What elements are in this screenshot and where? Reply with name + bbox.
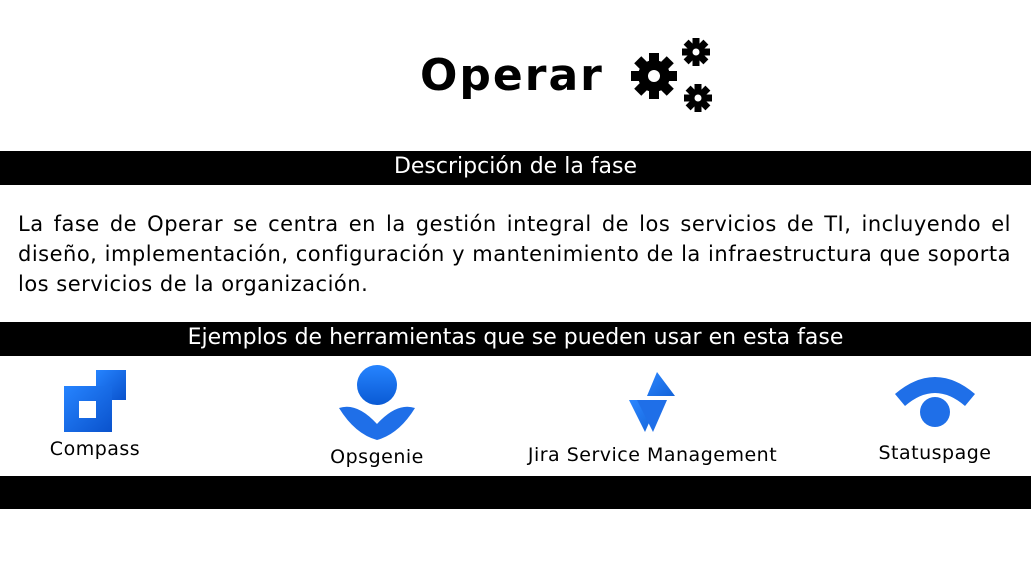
header [0, 36, 1031, 116]
tool-opsgenie [312, 364, 442, 468]
tool-statuspage [865, 372, 1005, 464]
jira-service-management-logo-icon [623, 370, 683, 434]
opsgenie-logo-icon [337, 364, 417, 440]
tool-jira-service-management [510, 370, 795, 466]
footer-band [0, 476, 1031, 509]
tool-label: Opsgenie [330, 446, 424, 468]
tools-section-heading: Ejemplos de herramientas que se pueden usar en esta fase [0, 322, 1031, 356]
compass-logo-icon [62, 368, 128, 434]
tool-label: Statuspage [878, 442, 992, 464]
tool-label: Jira Service Management [527, 444, 778, 466]
gears-icon [628, 36, 718, 116]
tool-label: Compass [49, 438, 141, 460]
page-title: Operar [420, 50, 604, 101]
phase-description-text: La fase de Operar se centra en la gestión integral de los servicios de TI, incluyendo el diseño, implementación, configuración y mantenimiento de la infraestructura que soporta los servicios de la organización. [18, 212, 1011, 296]
tool-compass [30, 368, 160, 460]
phase-description-heading: Descripción de la fase [0, 151, 1031, 185]
statuspage-logo-icon [893, 372, 977, 428]
